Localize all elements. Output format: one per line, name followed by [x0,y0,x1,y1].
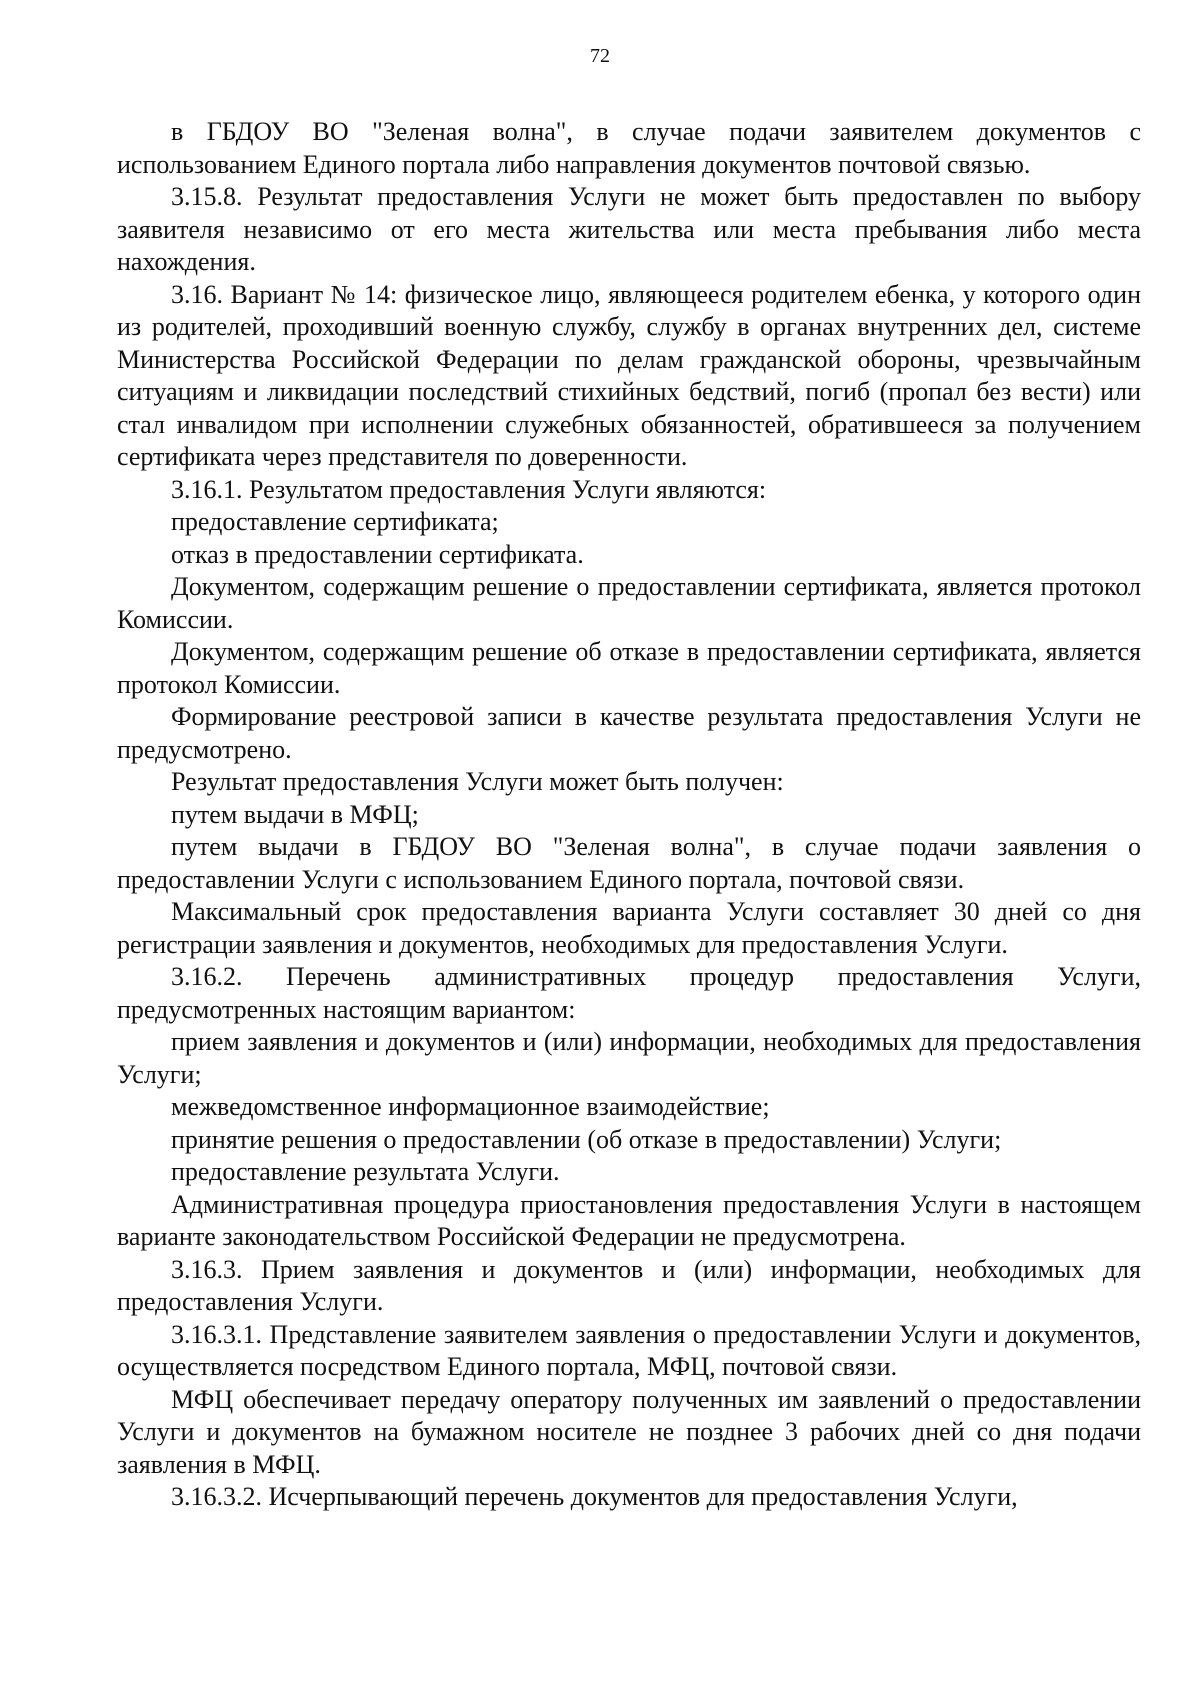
list-item-result-refusal: отказ в предоставлении сертификата. [171,539,584,569]
paragraph-registry-record: Формирование реестровой записи в качестве результата предоставления Услуги не предусмотрено. [117,702,1141,764]
paragraph-refusal-document: Документом, содержащим решение об отказе в предоставлении сертификата, является протокол Комиссии. [117,637,1141,699]
paragraph-3-16: 3.16. Вариант № 14: физическое лицо, являющееся родителем ебенка, у которого один из родителей, проходивший военную службу, службу в органах внутренних дел, системе Министерства Российской Федерации по делам гражданской обороны, чрезвычайным ситуациям и ликвидации последствий стихийных бедствий, погиб (пропал без вести) или стал инвалидом при исполнении служебных обязанностей, обратившееся за получением сертификата через представителя по доверенности. [117,279,1141,471]
list-item-procedure-intake: прием заявления и документов и (или) информации, необходимых для предоставления Услуги; [117,1027,1141,1089]
list-item-procedure-decision: принятие решения о предоставлении (об отказе в предоставлении) Услуги; [171,1124,1002,1154]
paragraph-mfc-transfer: МФЦ обеспечивает передачу оператору полученных им заявлений о предоставлении Услуги и документов на бумажном носителе не позднее 3 рабочих дней со дня подачи заявления в МФЦ. [117,1384,1141,1479]
paragraph-3-16-3-2: 3.16.3.2. Исчерпывающий перечень документов для предоставления Услуги, [171,1482,1018,1511]
list-item-delivery-gbdou: путем выдачи в ГБДОУ ВО "Зеленая волна", в случае подачи заявления о предоставлении Услуги с использованием Единого портала, почтовой связи. [117,832,1141,894]
paragraph-3-16-1: 3.16.1. Результатом предоставления Услуги являются: [171,474,767,504]
list-item-procedure-interagency: межведомственное информационное взаимодействие; [171,1092,770,1121]
paragraph-3-16-3-1: 3.16.3.1. Представление заявителем заявления о предоставлении Услуги и документов, осуществляется посредством Единого портала, МФЦ, почтовой связи. [117,1319,1141,1381]
document-body [117,116,1141,1514]
paragraph-continuation: в ГБДОУ ВО "Зеленая волна", в случае подачи заявителем документов с использованием Единого портала либо направления документов почтовой связью. [117,117,1141,179]
paragraph-grant-document: Документом, содержащим решение о предоставлении сертификата, является протокол Комиссии. [117,572,1141,634]
paragraph-suspension: Административная процедура приостановления предоставления Услуги в настоящем варианте законодательством Российской Федерации не предусмотрена. [117,1189,1141,1251]
list-item-procedure-result: предоставление результата Услуги. [171,1157,560,1186]
paragraph-3-15-8: 3.15.8. Результат предоставления Услуги не может быть предоставлен по выбору заявителя независимо от его места жительства или места пребывания либо места нахождения. [117,182,1141,276]
page-number: 72 [590,45,610,67]
paragraph-result-delivery: Результат предоставления Услуги может быть получен: [171,767,784,796]
list-item-delivery-mfc: путем выдачи в МФЦ; [171,799,419,829]
paragraph-3-16-3: 3.16.3. Прием заявления и документов и (или) информации, необходимых для предоставления Услуги. [117,1254,1141,1316]
paragraph-3-16-2: 3.16.2. Перечень административных процедур предоставления Услуги, предусмотренных настоящим вариантом: [117,962,1141,1024]
paragraph-max-term: Максимальный срок предоставления варианта Услуги составляет 30 дней со дня регистрации заявления и документов, необходимых для предоставления Услуги. [117,897,1141,959]
list-item-result-grant: предоставление сертификата; [171,507,499,536]
